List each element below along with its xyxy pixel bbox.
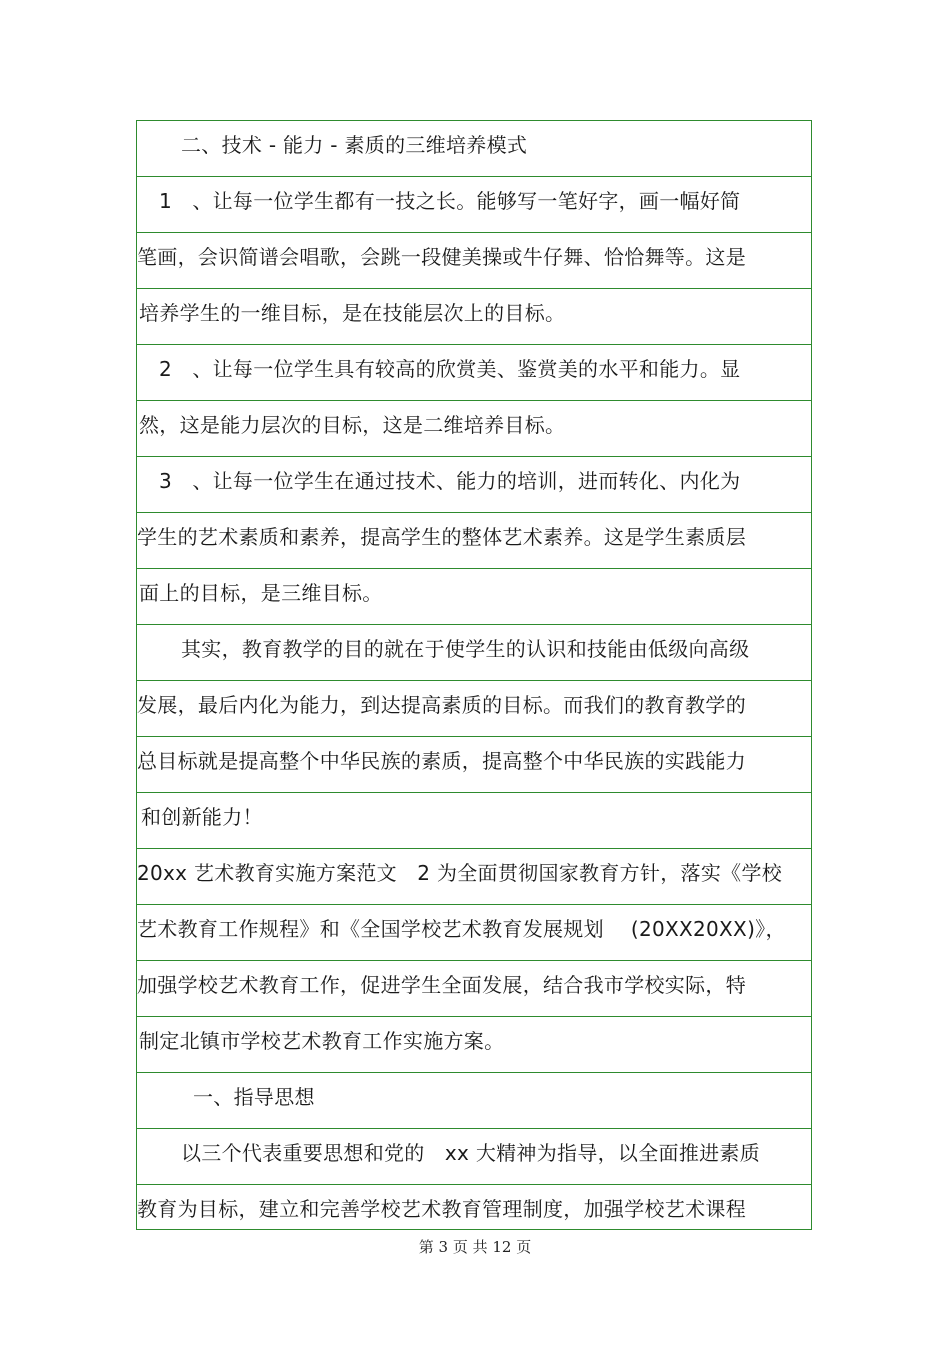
text-line: 3 、让每一位学生在通过技术、能力的培训，进而转化、内化为 [159, 469, 741, 493]
document-row [137, 233, 811, 289]
document-row [137, 457, 811, 513]
text-line: 笔画，会识简谱会唱歌，会跳一段健美操或牛仔舞、恰恰舞等。这是 [137, 245, 746, 269]
document-row [137, 177, 811, 233]
document-row [137, 737, 811, 793]
document-row [137, 569, 811, 625]
text-line: 制定北镇市学校艺术教育工作实施方案。 [139, 1029, 505, 1053]
text-line: 以三个代表重要思想和党的 xx 大精神为指导，以全面推进素质 [181, 1141, 761, 1165]
document-row [137, 793, 811, 849]
text-line: 1 、让每一位学生都有一技之长。能够写一笔好字，画一幅好简 [159, 189, 741, 213]
text-line: 然，这是能力层次的目标，这是二维培养目标。 [139, 413, 566, 437]
text-line: 教育为目标，建立和完善学校艺术教育管理制度，加强学校艺术课程 [137, 1197, 746, 1221]
document-row [137, 625, 811, 681]
text-line: 和创新能力！ [141, 805, 263, 829]
document-row [137, 905, 811, 961]
document-row [137, 289, 811, 345]
text-line: 加强学校艺术教育工作，促进学生全面发展，结合我市学校实际，特 [137, 973, 746, 997]
section-heading: 一、指导思想 [193, 1085, 315, 1109]
document-row [137, 1073, 811, 1129]
document-row [137, 121, 811, 177]
document-row [137, 513, 811, 569]
text-line: 总目标就是提高整个中华民族的素质，提高整个中华民族的实践能力 [137, 749, 746, 773]
document-row [137, 1129, 811, 1185]
text-line: 其实，教育教学的目的就在于使学生的认识和技能由低级向高级 [181, 637, 750, 661]
text-line: 20xx 艺术教育实施方案范文 2 为全面贯彻国家教育方针，落实《学校 [137, 861, 783, 885]
document-row [137, 681, 811, 737]
document-row [137, 1185, 811, 1231]
page-footer: 第 3 页 共 12 页 [418, 1238, 532, 1256]
document-row [137, 849, 811, 905]
text-line: 发展，最后内化为能力，到达提高素质的目标。而我们的教育教学的 [137, 693, 746, 717]
document-row [137, 345, 811, 401]
text-line: 2 、让每一位学生具有较高的欣赏美、鉴赏美的水平和能力。显 [159, 357, 741, 381]
text-line: 学生的艺术素质和素养，提高学生的整体艺术素养。这是学生素质层 [137, 525, 746, 549]
document-row [137, 1017, 811, 1073]
text-line: 艺术教育工作规程》和《全国学校艺术教育发展规划 (20XX20XX)》， [137, 917, 786, 941]
document-row [137, 401, 811, 457]
document-frame [136, 120, 812, 1230]
section-heading: 二、技术 - 能力 - 素质的三维培养模式 [181, 133, 528, 157]
text-line: 培养学生的一维目标，是在技能层次上的目标。 [139, 301, 566, 325]
text-line: 面上的目标，是三维目标。 [139, 581, 383, 605]
document-row [137, 961, 811, 1017]
